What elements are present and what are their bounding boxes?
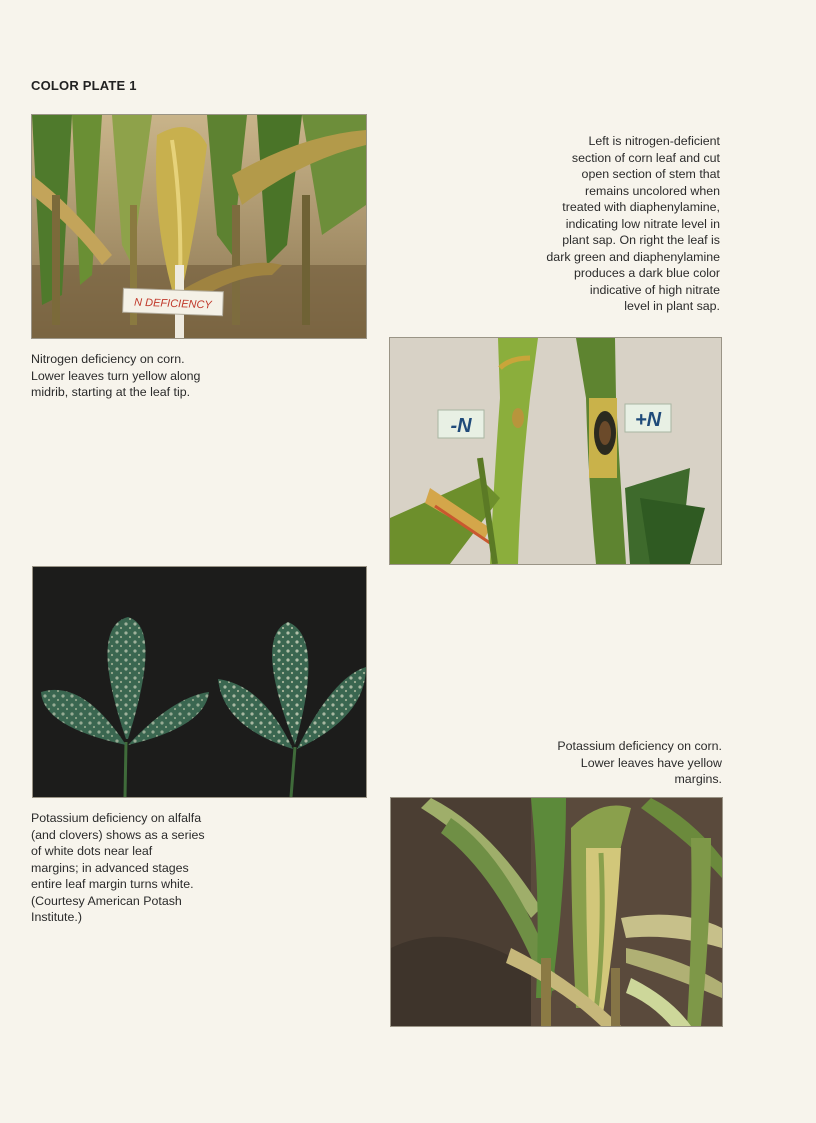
caption-line: indicative of high nitrate xyxy=(589,282,720,297)
caption-potassium-alfalfa xyxy=(31,810,205,926)
sign-text: N DEFICIENCY xyxy=(133,296,212,312)
photo-corn-nitrogen-deficiency xyxy=(31,114,367,339)
caption-line: section of corn leaf and cut xyxy=(571,150,720,165)
caption-nitrogen-corn xyxy=(31,351,200,401)
caption-line: margins. xyxy=(674,772,722,786)
caption-line: dark green and diaphenylamine xyxy=(546,249,720,264)
caption-line: Left is nitrogen-deficient xyxy=(588,134,720,148)
caption-line: produces a dark blue color xyxy=(573,266,720,280)
caption-line: remains uncolored when xyxy=(585,183,720,198)
caption-line: indicating low nitrate level in xyxy=(565,216,720,231)
caption-line: level in plant sap. xyxy=(624,299,720,313)
caption-line: open section of stem that xyxy=(581,167,720,181)
caption-line: plant sap. On right the leaf is xyxy=(562,233,720,247)
caption-line: Institute.) xyxy=(31,910,82,924)
caption-line: treated with diaphenylamine, xyxy=(562,200,720,214)
caption-nitrate-test xyxy=(546,133,720,315)
photo-corn-potassium-deficiency xyxy=(390,797,723,1027)
page-title: COLOR PLATE 1 xyxy=(31,78,137,93)
caption-line: (Courtesy American Potash xyxy=(31,893,182,908)
label-plus-n: +N xyxy=(634,409,662,431)
caption-line: of white dots near leaf xyxy=(31,844,153,858)
caption-line: midrib, starting at the leaf tip. xyxy=(31,385,191,399)
caption-line: Nitrogen deficiency on corn. xyxy=(31,352,185,366)
caption-line: Lower leaves have yellow xyxy=(580,755,722,770)
caption-line: Lower leaves turn yellow along xyxy=(31,368,201,383)
label-minus-n: -N xyxy=(450,415,472,437)
caption-line: entire leaf margin turns white. xyxy=(31,877,194,891)
caption-line: (and clovers) shows as a series xyxy=(31,827,205,842)
photo-stem-nitrate-test xyxy=(389,337,722,565)
caption-line: Potassium deficiency on corn. xyxy=(557,739,722,753)
caption-line: Potassium deficiency on alfalfa xyxy=(31,811,202,825)
photo-alfalfa-potassium xyxy=(32,566,367,798)
caption-line: margins; in advanced stages xyxy=(31,860,189,875)
caption-potassium-corn xyxy=(557,738,722,788)
